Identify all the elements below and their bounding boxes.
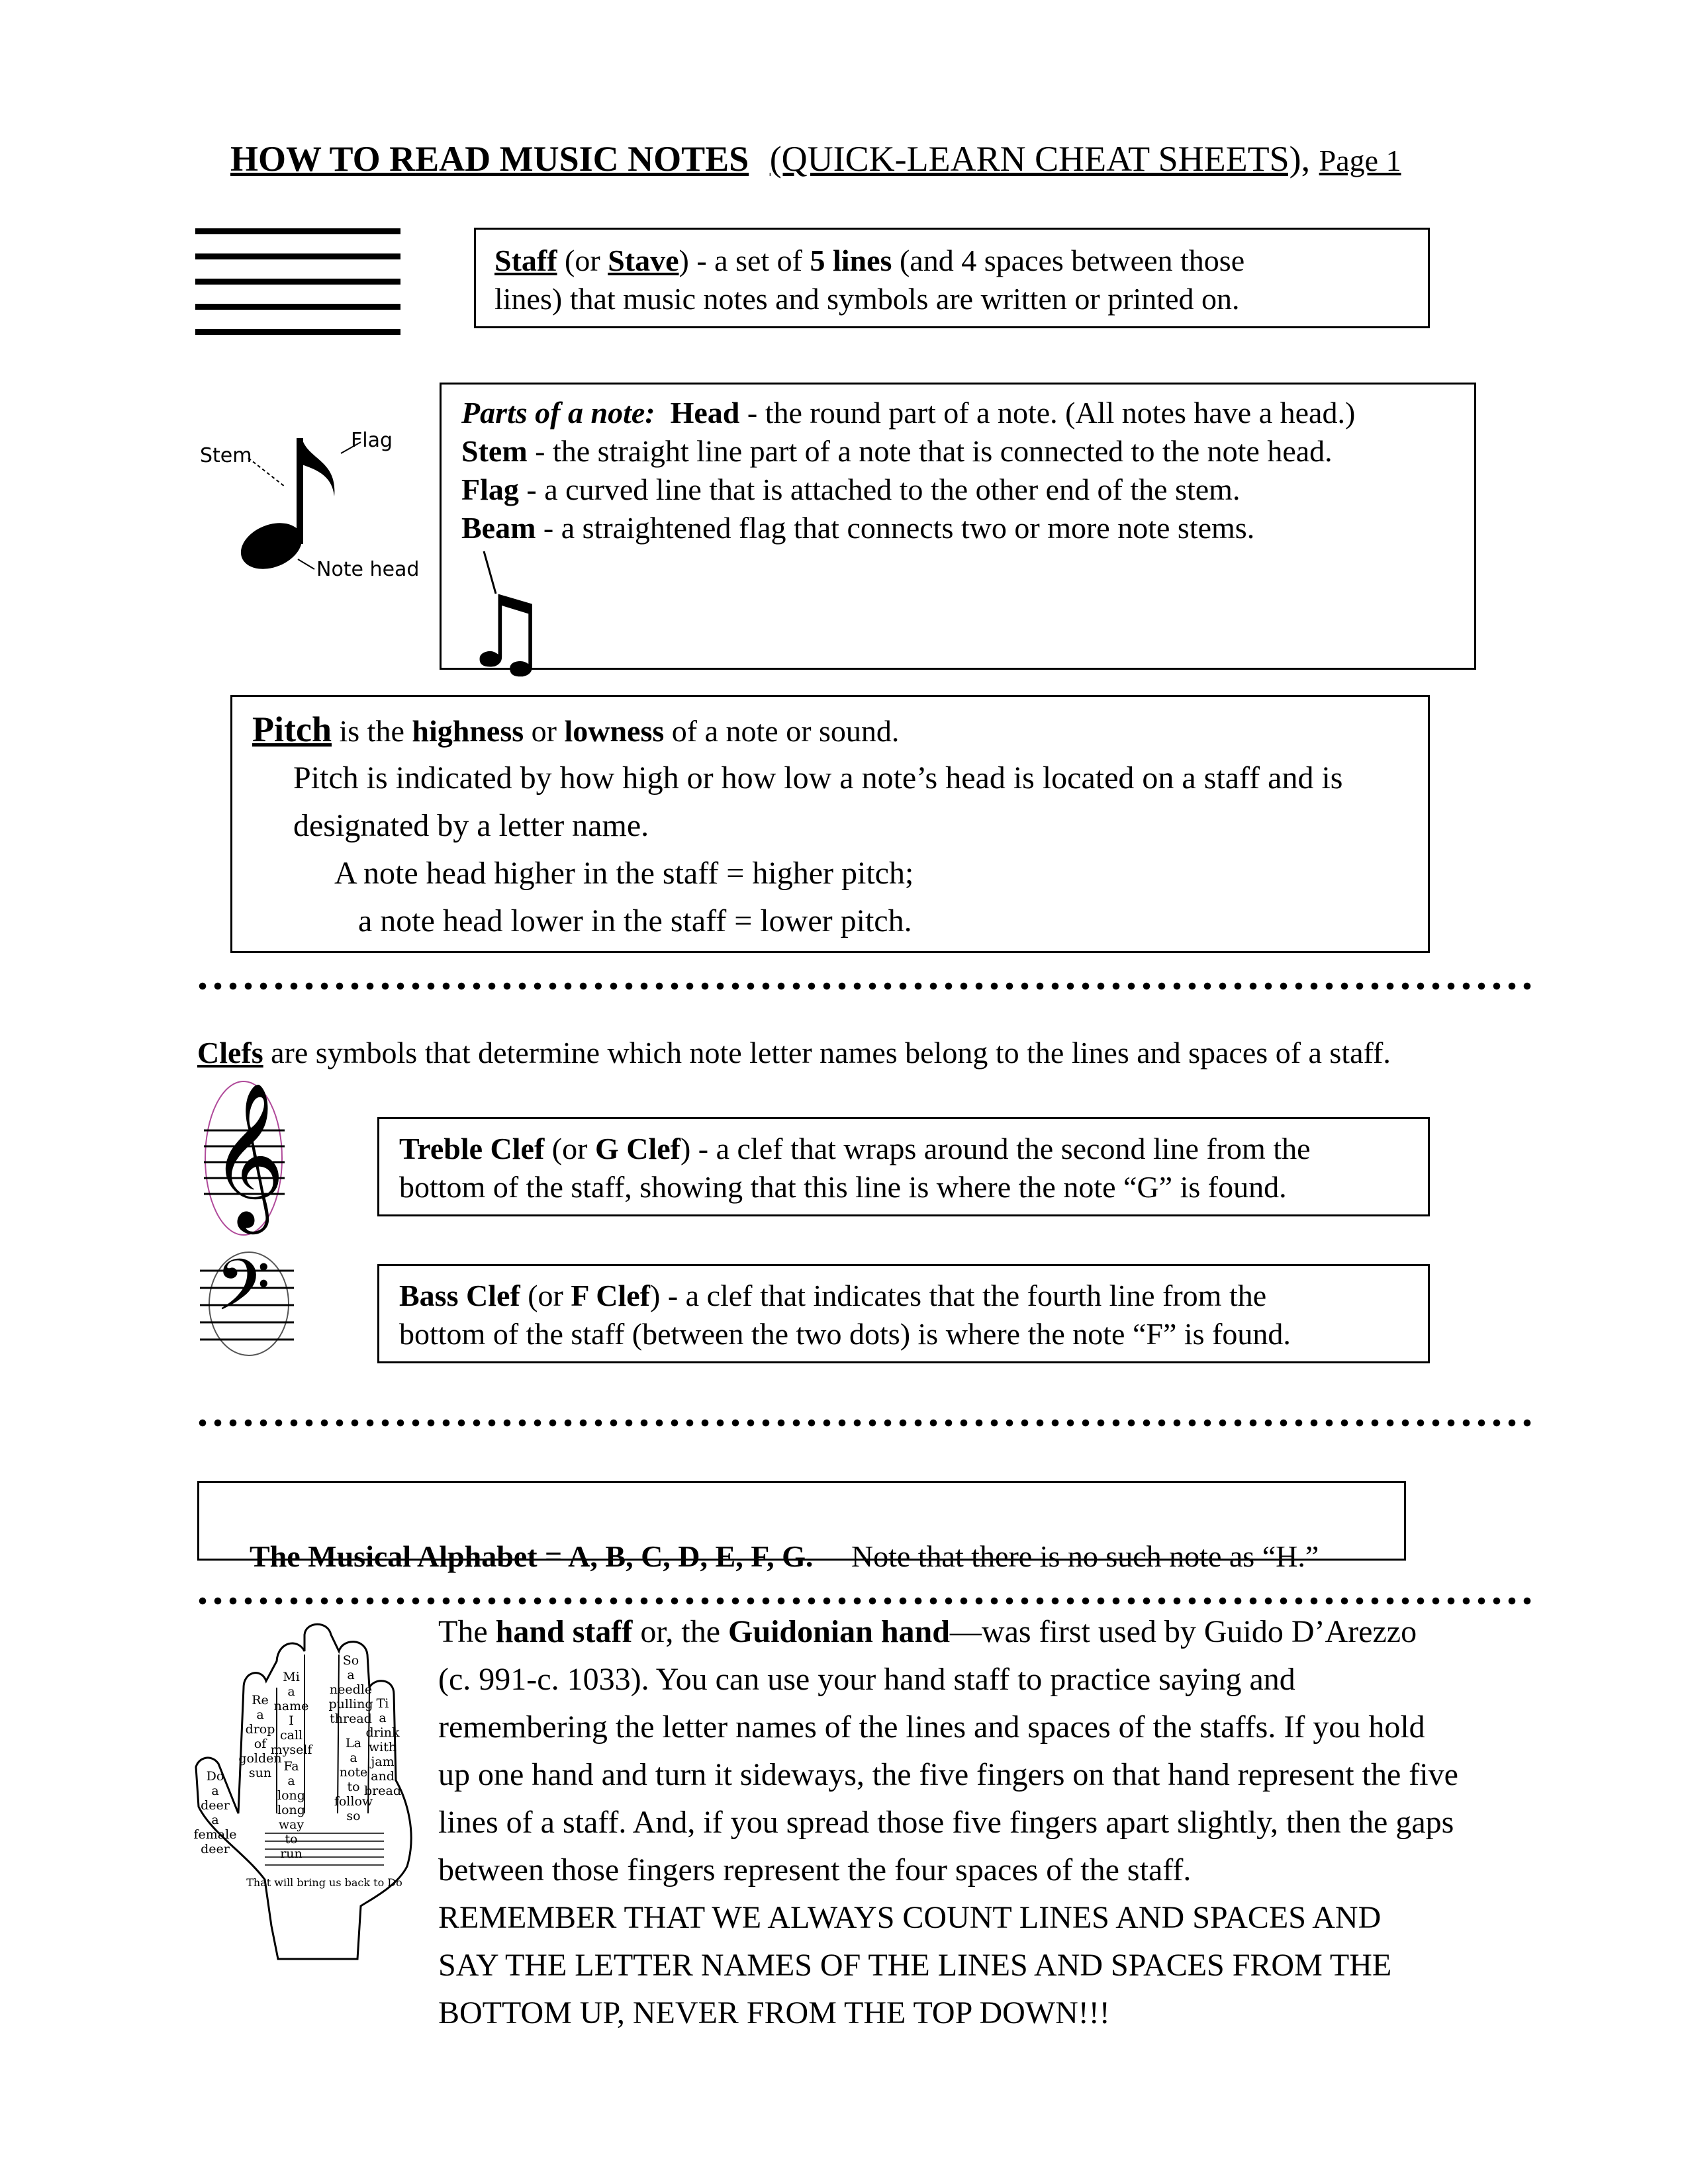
bass-clef-term: Bass Clef	[399, 1279, 520, 1312]
svg-text:to: to	[285, 1832, 298, 1846]
note-parts-diagram	[192, 424, 430, 589]
bass-clef-glyph: 𝄢	[215, 1244, 271, 1344]
svg-text:a: a	[347, 1668, 355, 1682]
svg-text:name: name	[273, 1699, 309, 1713]
parts-stem-line: Stem - the straight line part of a note that is connected to the note head.	[461, 434, 1333, 468]
dotted-divider-1	[199, 982, 1536, 990]
treble-clef-box	[377, 1117, 1430, 1216]
svg-text:deer: deer	[201, 1798, 230, 1813]
staff-line-2: lines) that music notes and symbols are written or printed on.	[494, 282, 1240, 316]
svg-text:drop: drop	[245, 1722, 275, 1737]
svg-text:way: way	[278, 1817, 305, 1832]
musical-alphabet-box	[197, 1481, 1406, 1573]
pitch-term: Pitch	[252, 709, 332, 749]
svg-text:La: La	[346, 1736, 361, 1751]
svg-text:and: and	[371, 1769, 395, 1784]
hand-staff-term: hand staff	[495, 1614, 633, 1649]
svg-text:long: long	[277, 1803, 305, 1817]
flag-term: Flag	[461, 473, 519, 506]
dotted-divider-2	[199, 1419, 1536, 1427]
treble-clef-glyph: 𝄞	[211, 1081, 285, 1228]
pitch-line-1: Pitch is the highness or lowness of a note or sound.	[252, 709, 900, 749]
title-main: HOW TO READ MUSIC NOTES	[230, 139, 749, 179]
parts-beam-line: Beam - a straightened flag that connects two or more note stems.	[461, 511, 1255, 545]
svg-text:with: with	[368, 1740, 397, 1754]
svg-text:to: to	[347, 1780, 360, 1794]
svg-text:a: a	[287, 1684, 295, 1699]
svg-text:So: So	[342, 1653, 359, 1668]
alphabet-bold: The Musical Alphabet = A, B, C, D, E, F, G.	[250, 1539, 814, 1573]
title-sub: (QUICK-LEARN CHEAT SHEETS),	[769, 139, 1311, 179]
svg-text:long: long	[277, 1788, 305, 1803]
hand-line-1: The hand staff or, the Guidonian hand—was first used by Guido D’Arezzo	[438, 1614, 1417, 1649]
svg-text:Ti: Ti	[376, 1696, 389, 1711]
svg-text:a: a	[287, 1774, 295, 1788]
beam-term: Beam	[461, 511, 536, 545]
svg-text:of: of	[254, 1737, 267, 1751]
clefs-term: Clefs	[197, 1036, 263, 1069]
hand-line-6: between those fingers represent the four spaces of the staff.	[438, 1852, 1192, 1888]
hand-line-3: remembering the letter names of the lines and spaces of the staffs. If you hold	[438, 1709, 1425, 1745]
note-head-label: Note head	[316, 558, 420, 581]
svg-text:note: note	[339, 1765, 368, 1780]
treble-line-2: bottom of the staff, showing that this line is where the note “G” is found.	[399, 1170, 1287, 1204]
beamed-notes-glyph: ♫	[461, 575, 551, 690]
svg-text:call: call	[279, 1728, 303, 1743]
svg-text:jam: jam	[371, 1754, 395, 1769]
svg-text:follow: follow	[334, 1794, 373, 1809]
svg-text:so: so	[346, 1809, 361, 1823]
head-term: Head	[670, 396, 740, 430]
svg-text:a: a	[211, 1784, 219, 1798]
guidonian-hand-illustration	[192, 1615, 424, 1972]
flag-label: Flag	[351, 429, 393, 452]
treble-line-1: Treble Clef (or G Clef) - a clef that wraps around the second line from the	[399, 1132, 1311, 1165]
pitch-box	[230, 695, 1430, 953]
svg-text:a: a	[379, 1711, 387, 1725]
pitch-line-5: a note head lower in the staff = lower pitch.	[358, 903, 912, 938]
hand-line-5: lines of a staff. And, if you spread those five fingers apart slightly, then the gaps	[438, 1805, 1454, 1840]
page-title	[230, 136, 1488, 184]
svg-text:female: female	[193, 1827, 237, 1842]
hand-line-4: up one hand and turn it sideways, the five fingers on that hand represent the five	[438, 1757, 1458, 1792]
svg-text:drink: drink	[365, 1725, 400, 1740]
bass-clef-box	[377, 1264, 1430, 1363]
svg-text:a: a	[256, 1707, 264, 1722]
svg-text:a: a	[350, 1751, 357, 1765]
stave-term: Stave	[608, 244, 679, 277]
svg-text:Fa: Fa	[283, 1759, 299, 1774]
hand-line-8: SAY THE LETTER NAMES OF THE LINES AND SPACES FROM THE	[438, 1948, 1392, 1983]
parts-head-line: Parts of a note: Head - the round part of a note. (All notes have a head.)	[461, 396, 1356, 430]
clefs-intro: Clefs are symbols that determine which note letter names belong to the lines and spaces of a staff.	[197, 1036, 1391, 1069]
parts-of-note-box	[440, 383, 1476, 690]
staff-lines-illustration	[192, 225, 404, 338]
bass-line-2: bottom of the staff (between the two dots) is where the note “F” is found.	[399, 1317, 1291, 1351]
dotted-divider-3	[199, 1597, 1536, 1605]
pitch-line-3: designated by a letter name.	[293, 808, 649, 843]
svg-text:Mi: Mi	[283, 1670, 300, 1684]
svg-text:Re: Re	[252, 1693, 269, 1707]
svg-text:I: I	[289, 1713, 294, 1728]
svg-text:a: a	[211, 1813, 219, 1827]
palm-caption-text: That will bring us back to Do	[246, 1876, 402, 1889]
alphabet-note: Note that there is no such note as “H.”	[851, 1539, 1319, 1573]
staff-line-1: Staff (or Stave) - a set of 5 lines (and 4 spaces between those	[494, 244, 1245, 277]
staff-term: Staff	[494, 244, 557, 277]
parts-flag-line: Flag - a curved line that is attached to the other end of the stem.	[461, 473, 1241, 506]
svg-text:pulling: pulling	[328, 1697, 373, 1711]
svg-text:run: run	[280, 1846, 303, 1861]
title-page: Page 1	[1319, 144, 1401, 177]
bass-line-1: Bass Clef (or F Clef) - a clef that indicates that the fourth line from the	[399, 1279, 1267, 1312]
hand-line-7: REMEMBER THAT WE ALWAYS COUNT LINES AND SPACES AND	[438, 1900, 1382, 1935]
svg-text:golden: golden	[238, 1751, 282, 1766]
svg-text:thread: thread	[330, 1711, 372, 1726]
svg-text:sun: sun	[248, 1766, 272, 1780]
svg-text:needle: needle	[329, 1682, 373, 1697]
stem-label: Stem	[200, 444, 252, 467]
pitch-line-2: Pitch is indicated by how high or how low a note’s head is located on a staff and is	[293, 760, 1343, 796]
staff-definition-box	[474, 228, 1430, 328]
hand-staff-text	[438, 1608, 1530, 2037]
guidonian-hand-term: Guidonian hand	[728, 1614, 950, 1649]
svg-text:myself: myself	[270, 1743, 312, 1757]
hand-line-9: BOTTOM UP, NEVER FROM THE TOP DOWN!!!	[438, 1995, 1110, 2030]
pitch-line-4: A note head higher in the staff = higher pitch;	[334, 856, 914, 891]
svg-text:bread: bread	[364, 1784, 401, 1798]
svg-text:Do: Do	[206, 1769, 224, 1784]
svg-text:deer: deer	[201, 1842, 230, 1856]
hand-line-2: (c. 991-c. 1033). You can use your hand staff to practice saying and	[438, 1662, 1295, 1697]
stem-term: Stem	[461, 434, 528, 468]
treble-clef-term: Treble Clef	[399, 1132, 545, 1165]
